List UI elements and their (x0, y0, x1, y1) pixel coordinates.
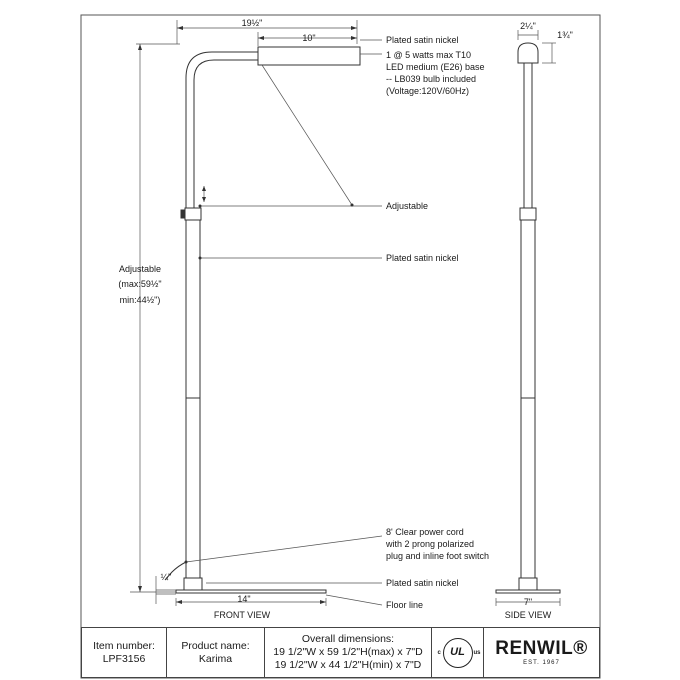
dim-shade-length: 10" (302, 33, 316, 43)
callout-base-finish: Plated satin nickel (386, 578, 459, 588)
leader-dots (185, 204, 354, 564)
brand-cell (484, 628, 599, 677)
item-number-label: Item number: (93, 639, 155, 652)
callout-adjustable: Adjustable (386, 201, 429, 211)
dim-base-width-front: 14" (237, 594, 251, 604)
overall-dimensions-label: Overall dimensions: (301, 633, 395, 645)
front-dimension-lines (130, 20, 357, 606)
front-shade (258, 47, 360, 65)
product-name-cell (167, 628, 265, 677)
side-stem (521, 220, 535, 578)
dimension-arrows (138, 26, 357, 604)
view-label-side: SIDE VIEW (504, 610, 552, 620)
title-block (81, 627, 600, 678)
dim-height-min: min:44½") (119, 295, 161, 305)
callout-cord-1: 8' Clear power cord (386, 527, 464, 537)
side-base (496, 590, 560, 593)
ul-us-mark: us (473, 649, 481, 656)
callout-bulb-3: -- LB039 bulb included (386, 74, 477, 84)
front-arm (186, 52, 258, 208)
overall-dimensions-min: 19 1/2"W x 44 1/2"H(min) x 7"D (274, 659, 422, 671)
front-stem (186, 220, 200, 578)
side-shade (518, 43, 538, 63)
dim-width-front: 19½" (241, 18, 263, 28)
callout-leaders (186, 40, 382, 605)
side-stem-upper (524, 63, 532, 208)
callout-floor: Floor line (386, 600, 424, 610)
product-name-value: Karima (198, 652, 233, 665)
brand-established: EST. 1967 (523, 659, 560, 666)
item-number-cell (82, 628, 167, 677)
front-collar (185, 208, 201, 220)
item-number-value: LPF3156 (102, 652, 146, 665)
ul-c-mark: c (437, 649, 441, 656)
dim-height-label: Adjustable (118, 264, 162, 274)
front-base (176, 590, 326, 593)
dim-shade-height-side: 1¾" (557, 30, 573, 40)
dim-shade-width-side: 2¼" (520, 21, 536, 31)
callout-bulb-1: 1 @ 5 watts max T10 (386, 50, 472, 60)
front-base-collar (184, 578, 202, 590)
overall-dimensions-cell (265, 628, 432, 677)
front-view-lamp (165, 47, 360, 593)
dim-height-max: (max:59½" (118, 279, 162, 289)
ul-mark: UL (450, 646, 465, 658)
callout-bulb-2: LED medium (E26) base (386, 62, 485, 72)
side-base-collar (519, 578, 537, 590)
dim-base-height: ¼" (160, 572, 172, 582)
callout-cord-3: plug and inline foot switch (386, 551, 490, 561)
overall-dimensions-max: 19 1/2"W x 59 1/2"H(max) x 7"D (273, 646, 423, 658)
view-label-front: FRONT VIEW (213, 610, 271, 620)
certification-cell (432, 628, 484, 677)
callout-cord-2: with 2 prong polarized (386, 539, 475, 549)
side-collar (520, 208, 536, 220)
dim-base-width-side: 7" (523, 597, 533, 607)
callout-bulb-4: (Voltage:120V/60Hz) (386, 86, 470, 96)
side-view-lamp (496, 43, 560, 593)
product-name-label: Product name: (181, 639, 250, 652)
brand-logo: RENWIL® (495, 637, 588, 659)
callout-shade-finish: Plated satin nickel (386, 35, 459, 45)
callout-stem-finish: Plated satin nickel (386, 253, 459, 263)
ul-listed-icon (437, 638, 481, 668)
